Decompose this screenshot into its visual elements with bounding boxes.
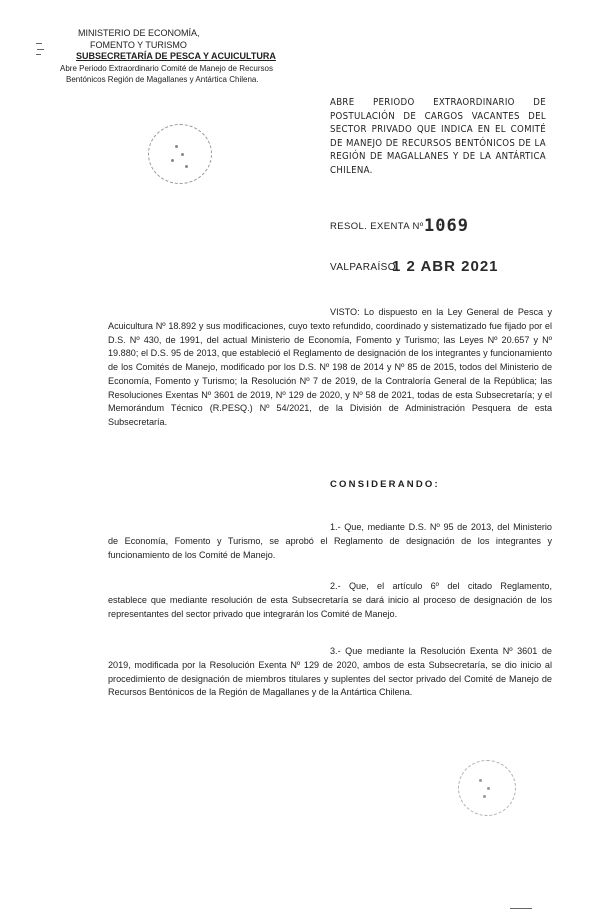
visto-body: y Acuicultura Nº 18.892 y sus modificaciones, cuyo texto refundido, coordinado y sistematizado fue fijado por el D.S. Nº 430, de 1991, del actual Ministerio de Economía, Fomento y Turismo; las Leyes Nº 20.657 y Nº 19.880; el D.S. 95 de 2013, que estableció el Reglamento de designación de los integrantes y funcionamiento de los Comités de Manejo, modificado por los D.S. Nº 198 de 2014 y Nº 85 de 2015, todos del Ministerio de Economía, Fomento y Turismo; la Resolución Nº 7 de 2019, de la Contraloría General de la República; las Resoluciones Exentas Nº 3601 de 2019, Nº 129 de 2020, y Nº 58 de 2021, todas de esta Subsecretaría; y el Memorándum Técnico (R.PESQ.) Nº 54/2021, de la División de Administración Pesquera de esta Subsecretaría. [108,307,553,427]
considerando-item-1 [108,521,552,562]
considerando-1-body: Ministerio de Economía, Fomento y Turismo, se aprobó el Reglamento de designación de los integrantes y funcionamiento de los Comité de Manejo. [108,522,552,560]
considerando-3-body: de 2019, modificada por la Resolución Exenta Nº 129 de 2020, ambos de esta Subsecretaría, se dio inicio al procedimiento de designación de miembros titulares y suplentes del sector privado del Comité de Manejo de Recursos Bentónicos de la Región de Magallanes y de la Antártica Chilena. [108,646,552,698]
visto-lead: VISTO: Lo dispuesto en la Ley General de Pesca [330,307,544,317]
considerando-2-body: establece que mediante resolución de esta Subsecretaría se dará inicio al proceso de designación de los representantes del sector privado que integrarán los Comité de Manejo. [108,594,552,619]
letterhead [60,28,318,86]
margin-mark [36,40,44,56]
considerando-2-lead: 2.- Que, el artículo 6º del citado Reglamento, [330,581,552,591]
official-seal-stamp [148,124,212,184]
ministry-line-1: MINISTERIO DE ECONOMÍA, [78,28,200,38]
date-stamp: 1 2 ABR 2021 [392,258,499,275]
considerando-3-lead: 3.- Que mediante la Resolución Exenta Nº 3601 [330,646,538,656]
considerando-item-2 [108,580,552,621]
considerando-item-3 [108,645,552,700]
resolution-title: ABRE PERIODO EXTRAORDINARIO DE POSTULACIÓN DE CARGOS VACANTES DEL SECTOR PRIVADO QUE INDICA EN EL COMITÉ DE MANEJO DE RECURSOS BENTÓNICOS DE LA REGIÓN DE MAGALLANES Y DE LA ANTÁRTICA CHILENA. [330,97,546,176]
resolution-number: 1069 [424,216,469,236]
considerando-heading: CONSIDERANDO: [330,479,440,490]
resolution-label: RESOL. EXENTA Nº [330,221,424,232]
considerando-1-lead: 1.- Que, mediante D.S. Nº 95 de 2013, del [330,522,510,532]
reference-line-2: Bentónicos Región de Magallanes y Antártica Chilena. [66,75,259,84]
lower-seal-stamp [458,760,516,816]
footer-mark [510,908,532,909]
subsecretaria-name: SUBSECRETARÍA DE PESCA Y ACUICULTURA [76,51,276,61]
reference-line-1: Abre Periodo Extraordinario Comité de Manejo de Recursos [60,63,273,73]
visto-paragraph [108,306,552,430]
ministry-line-2: FOMENTO Y TURISMO [90,39,187,50]
place: VALPARAÍSO, [330,262,400,273]
